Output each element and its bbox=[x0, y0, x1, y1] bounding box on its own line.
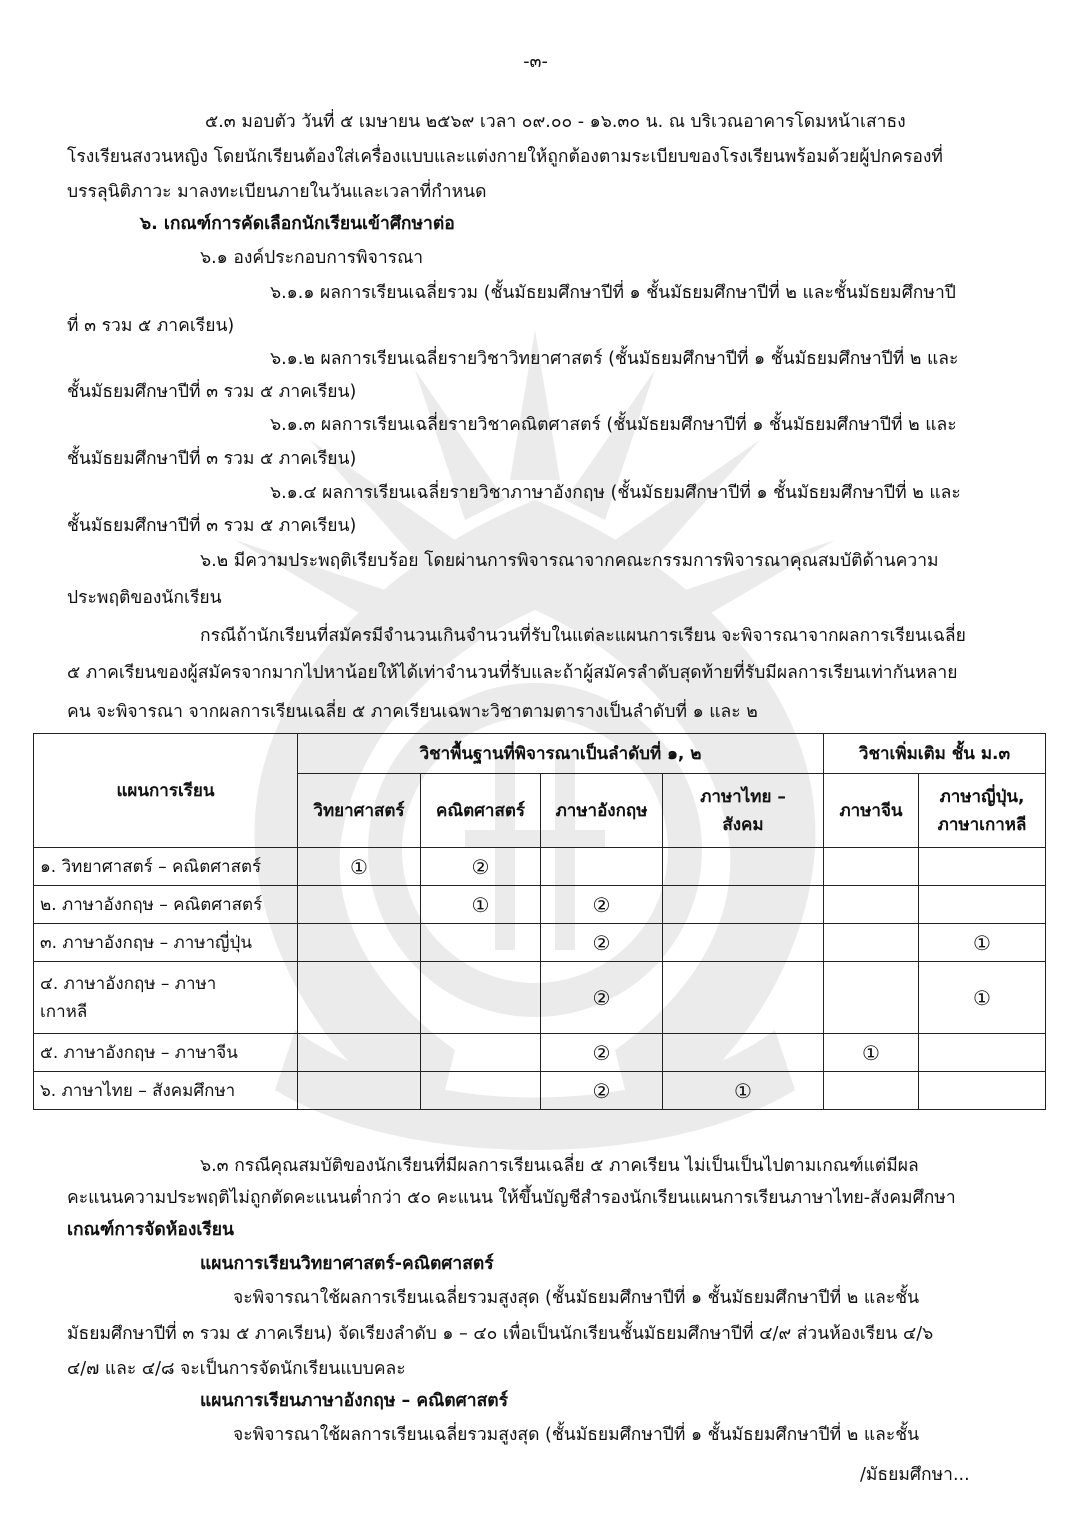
rank-cell bbox=[421, 1072, 541, 1110]
plan-name-line1: ๔. ภาษาอังกฤษ – ภาษา bbox=[40, 973, 217, 994]
rank-cell bbox=[298, 962, 421, 1034]
selection-criteria-table bbox=[33, 733, 1046, 1110]
rank-cell: ② bbox=[541, 1034, 663, 1072]
header-basic-subjects: วิชาพื้นฐานที่พิจารณาเป็นลำดับที่ ๑, ๒ bbox=[298, 734, 824, 774]
rank-cell: ① bbox=[919, 924, 1046, 962]
sub-heading: แผนการเรียนภาษาอังกฤษ – คณิตศาสตร์ bbox=[200, 1391, 509, 1411]
rank-cell: ① bbox=[421, 886, 541, 924]
table-row bbox=[34, 924, 1046, 962]
paragraph-line: คะแนนความประพฤติไม่ถูกตัดคะแนนต่ำกว่า ๕๐ คะแนน ให้ขึ้นบัญชีสำรองนักเรียนแผนการเรียนภาษาไทย-สังคมศึกษา bbox=[67, 1188, 956, 1208]
rank-cell bbox=[919, 848, 1046, 886]
rank-cell: ② bbox=[541, 1072, 663, 1110]
paragraph-line: จะพิจารณาใช้ผลการเรียนเฉลี่ยรวมสูงสุด (ชั้นมัธยมศึกษาปีที่ ๑ ชั้นมัธยมศึกษาปีที่ ๒ และชั้น bbox=[233, 1288, 920, 1308]
paragraph-line: ๕ ภาคเรียนของผู้สมัครจากมากไปหาน้อยให้ได้เท่าจำนวนที่รับและถ้าผู้สมัครลำดับสุดท้ายที่รับมีผลการเรียนเท่ากันหลาย bbox=[67, 663, 958, 683]
rank-cell: ① bbox=[824, 1034, 919, 1072]
plan-name: ๒. ภาษาอังกฤษ – คณิตศาสตร์ bbox=[34, 886, 298, 924]
header-thai-social-line2: สังคม bbox=[722, 814, 764, 835]
paragraph-line: ประพฤติของนักเรียน bbox=[67, 588, 222, 608]
rank-cell: ① bbox=[298, 848, 421, 886]
plan-name bbox=[34, 962, 298, 1034]
rank-cell bbox=[298, 1072, 421, 1110]
sub-heading: แผนการเรียนวิทยาศาสตร์-คณิตศาสตร์ bbox=[200, 1254, 494, 1274]
plan-name: ๖. ภาษาไทย – สังคมศึกษา bbox=[34, 1072, 298, 1110]
rank-cell bbox=[298, 1034, 421, 1072]
header-thai-social bbox=[663, 774, 824, 848]
paragraph-line: ชั้นมัธยมศึกษาปีที่ ๓ รวม ๕ ภาคเรียน) bbox=[67, 382, 357, 402]
rank-cell bbox=[663, 924, 824, 962]
rank-cell: ② bbox=[541, 962, 663, 1034]
header-chinese: ภาษาจีน bbox=[824, 774, 919, 848]
rank-cell bbox=[663, 962, 824, 1034]
paragraph-line: ๔/๗ และ ๔/๘ จะเป็นการจัดนักเรียนแบบคละ bbox=[67, 1359, 406, 1379]
table-row bbox=[34, 1072, 1046, 1110]
rank-cell bbox=[824, 848, 919, 886]
paragraph-line: ๖.๑.๔ ผลการเรียนเฉลี่ยรายวิชาภาษาอังกฤษ (ชั้นมัธยมศึกษาปีที่ ๑ ชั้นมัธยมศึกษาปีที่ ๒ และ bbox=[270, 483, 961, 503]
rank-cell bbox=[421, 924, 541, 962]
rank-cell: ② bbox=[541, 886, 663, 924]
rank-cell: ② bbox=[421, 848, 541, 886]
paragraph-line: ๖.๑.๑ ผลการเรียนเฉลี่ยรวม (ชั้นมัธยมศึกษาปีที่ ๑ ชั้นมัธยมศึกษาปีที่ ๒ และชั้นมัธยมศึกษาปี bbox=[270, 283, 956, 303]
paragraph-line: ๕.๓ มอบตัว วันที่ ๕ เมษายน ๒๕๖๙ เวลา ๐๙.๐๐ - ๑๖.๓๐ น. ณ บริเวณอาคารโดมหน้าเสาธง bbox=[205, 112, 906, 132]
paragraph-line: ชั้นมัธยมศึกษาปีที่ ๓ รวม ๕ ภาคเรียน) bbox=[67, 516, 357, 536]
table-row bbox=[34, 848, 1046, 886]
paragraph-line: กรณีถ้านักเรียนที่สมัครมีจำนวนเกินจำนวนที่รับในแต่ละแผนการเรียน จะพิจารณาจากผลการเรียนเฉลี่ย bbox=[200, 626, 966, 646]
paragraph-line: ๖.๓ กรณีคุณสมบัติของนักเรียนที่มีผลการเรียนเฉลี่ย ๕ ภาคเรียน ไม่เป็นเป็นไปตามเกณฑ์แต่มีผล bbox=[200, 1156, 919, 1176]
rank-cell bbox=[824, 1072, 919, 1110]
rank-cell bbox=[421, 962, 541, 1034]
rank-cell bbox=[663, 848, 824, 886]
header-thai-social-line1: ภาษาไทย – bbox=[700, 786, 786, 807]
rank-cell bbox=[824, 924, 919, 962]
paragraph-line: ๖.๑ องค์ประกอบการพิจารณา bbox=[200, 248, 424, 268]
rank-cell bbox=[824, 962, 919, 1034]
table-row bbox=[34, 962, 1046, 1034]
paragraph-line: ๖.๒ มีความประพฤติเรียบร้อย โดยผ่านการพิจารณาจากคณะกรรมการพิจารณาคุณสมบัติด้านความ bbox=[200, 551, 939, 571]
table-row bbox=[34, 1034, 1046, 1072]
paragraph-line: ชั้นมัธยมศึกษาปีที่ ๓ รวม ๕ ภาคเรียน) bbox=[67, 449, 357, 469]
rank-cell: ① bbox=[919, 962, 1046, 1034]
rank-cell bbox=[919, 886, 1046, 924]
rank-cell bbox=[298, 924, 421, 962]
header-extra-subjects: วิชาเพิ่มเติม ชั้น ม.๓ bbox=[824, 734, 1046, 774]
plan-name: ๓. ภาษาอังกฤษ – ภาษาญี่ปุ่น bbox=[34, 924, 298, 962]
paragraph-line: ๖.๑.๒ ผลการเรียนเฉลี่ยรายวิชาวิทยาศาสตร์ (ชั้นมัธยมศึกษาปีที่ ๑ ชั้นมัธยมศึกษาปีที่ ๒ และ bbox=[270, 349, 959, 369]
header-japanese-korean bbox=[919, 774, 1046, 848]
section-heading: เกณฑ์การจัดห้องเรียน bbox=[67, 1220, 234, 1240]
table-row bbox=[34, 886, 1046, 924]
paragraph-line: ที่ ๓ รวม ๕ ภาคเรียน) bbox=[67, 316, 235, 336]
rank-cell bbox=[919, 1072, 1046, 1110]
rank-cell bbox=[421, 1034, 541, 1072]
rank-cell: ① bbox=[663, 1072, 824, 1110]
rank-cell bbox=[541, 848, 663, 886]
header-plan: แผนการเรียน bbox=[34, 734, 298, 848]
paragraph-line: บรรลุนิติภาวะ มาลงทะเบียนภายในวันและเวลาที่กำหนด bbox=[67, 182, 487, 202]
rank-cell bbox=[298, 886, 421, 924]
rank-cell bbox=[663, 886, 824, 924]
header-science: วิทยาศาสตร์ bbox=[298, 774, 421, 848]
section-heading: ๖. เกณฑ์การคัดเลือกนักเรียนเข้าศึกษาต่อ bbox=[140, 214, 455, 234]
rank-cell bbox=[919, 1034, 1046, 1072]
plan-name-line2: เกาหลี bbox=[40, 1001, 88, 1022]
paragraph-line: โรงเรียนสงวนหญิง โดยนักเรียนต้องใส่เครื่องแบบและแต่งกายให้ถูกต้องตามระเบียบของโรงเรียนพร้อมด้วยผู้ปกครองที่ bbox=[67, 147, 943, 167]
rank-cell: ② bbox=[541, 924, 663, 962]
rank-cell bbox=[824, 886, 919, 924]
plan-name: ๑. วิทยาศาสตร์ – คณิตศาสตร์ bbox=[34, 848, 298, 886]
header-japanese-korean-line2: ภาษาเกาหลี bbox=[937, 814, 1027, 835]
plan-name: ๕. ภาษาอังกฤษ – ภาษาจีน bbox=[34, 1034, 298, 1072]
header-math: คณิตศาสตร์ bbox=[421, 774, 541, 848]
header-english: ภาษาอังกฤษ bbox=[541, 774, 663, 848]
paragraph-line: คน จะพิจารณา จากผลการเรียนเฉลี่ย ๕ ภาคเรียนเฉพาะวิชาตามตารางเป็นลำดับที่ ๑ และ ๒ bbox=[67, 702, 758, 722]
paragraph-line: จะพิจารณาใช้ผลการเรียนเฉลี่ยรวมสูงสุด (ชั้นมัธยมศึกษาปีที่ ๑ ชั้นมัธยมศึกษาปีที่ ๒ และชั้น bbox=[233, 1425, 920, 1445]
page-number: -๓- bbox=[523, 52, 548, 72]
continuation-note: /มัธยมศึกษา... bbox=[860, 1465, 970, 1485]
paragraph-line: มัธยมศึกษาปีที่ ๓ รวม ๕ ภาคเรียน) จัดเรียงลำดับ ๑ – ๔๐ เพื่อเป็นนักเรียนชั้นมัธยมศึกษาปีที่ ๔/๙ ส่วนห้องเรียน ๔/๖ bbox=[67, 1324, 934, 1344]
rank-cell bbox=[663, 1034, 824, 1072]
paragraph-line: ๖.๑.๓ ผลการเรียนเฉลี่ยรายวิชาคณิตศาสตร์ (ชั้นมัธยมศึกษาปีที่ ๑ ชั้นมัธยมศึกษาปีที่ ๒ และ bbox=[270, 415, 957, 435]
header-japanese-korean-line1: ภาษาญี่ปุ่น, bbox=[939, 786, 1025, 807]
